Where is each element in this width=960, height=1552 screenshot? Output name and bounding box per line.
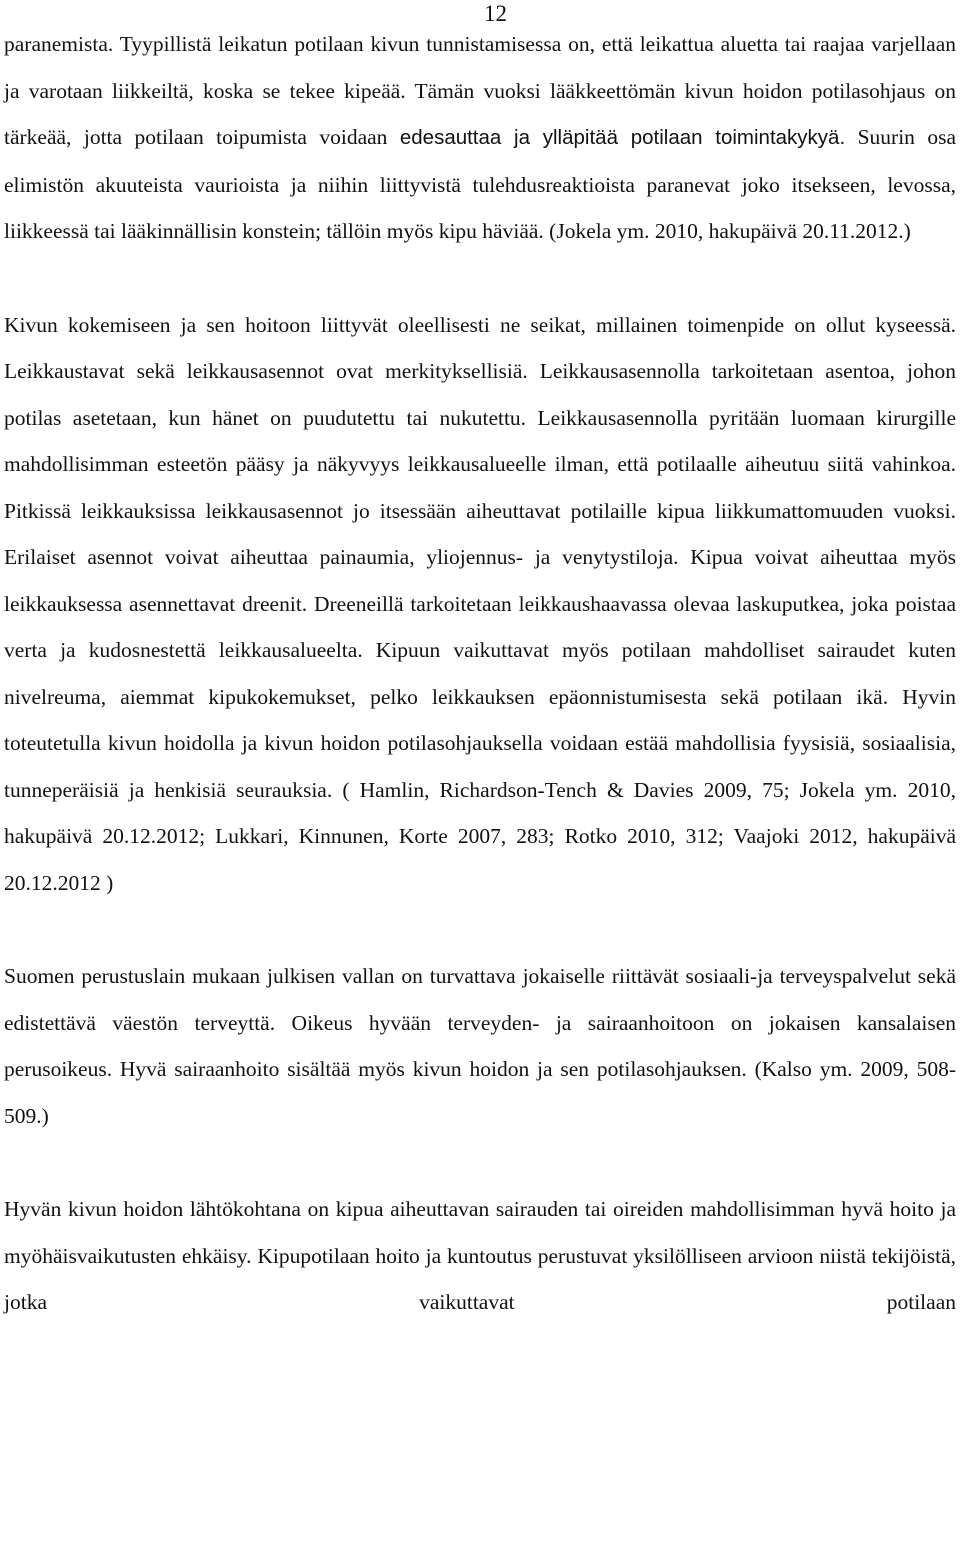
paragraph-1-text-2: edesauttaa ja ylläpitää potilaan toimintakykyä. xyxy=(399,126,846,149)
paragraph-2-text: Kivun kokemiseen ja sen hoitoon liittyvät oleellisesti ne seikat, millainen toimenpide on ollut kyseessä. Leikkaustavat sekä leikkausasennot ovat merkityksellisiä. Leikkausasennolla tarkoitetaan asentoa, johon potilas asetetaan, kun hänet on puudutettu tai nukutettu. Leikkausasennolla pyritään luomaan kirurgille mahdollisimman esteetön pääsy ja näkyvyys leikkausalueelle ilman, että potilaalle aiheutuu siitä vahinkoa. Pitkissä leikkauksissa leikkausasennot jo itsessään aiheuttavat potilaille kipua liikkumattomuuden vuoksi. Erilaiset asennot voivat aiheuttaa painaumia, yliojennus- ja venytystiloja. Kipua voivat aiheuttaa myös leikkauksessa asennettavat dreenit. Dreeneillä tarkoitetaan leikkaushaavassa olevaa laskuputkea, joka poistaa verta ja kudosnestettä leikkausalueelta. Kipuun vaikuttavat myös potilaan mahdolliset sairaudet kuten nivelreuma, aiemmat kipukokemukset, pelko leikkauksen epäonnistumisesta sekä potilaan ikä. Hyvin toteutetulla kivun hoidolla ja kivun hoidon potilasohjauksella voidaan estää mahdollisia fyysisiä, sosiaalisia, tunneperäisiä ja henkisiä seurauksia. ( Hamlin, Richardson-Tench & Davies 2009, 75; Jokela ym. 2010, hakupäivä 20.12.2012; Lukkari, Kinnunen, Korte 2007, 283; Rotko 2010, 312; Vaajoki 2012, hakupäivä 20.12.2012 ) xyxy=(4,312,956,895)
paragraph-1 xyxy=(4,21,956,255)
paragraph-2 xyxy=(4,302,956,907)
document-body xyxy=(4,21,956,1326)
paragraph-3-text: Suomen perustuslain mukaan julkisen vallan on turvattava jokaiselle riittävät sosiaali-ja terveyspalvelut sekä edistettävä väestön terveyttä. Oikeus hyvään terveyden- ja sairaanhoitoon on jokaisen kansalaisen perusoikeus. Hyvä sairaanhoito sisältää myös kivun hoidon ja sen potilasohjauksen. (Kalso ym. 2009, 508-509.) xyxy=(4,964,956,1128)
paragraph-1-text-1: paranemista. Tyypillistä leikatun potilaan kivun tunnistamisessa on, että leikattua aluetta tai raajaa varjellaan ja varotaan liikkeiltä, koska se tekee kipeää. Tämän vuoksi lääkkeettömän kivun hoidon potilasohjaus on tärkeää, jotta potilaan toipumista voidaan xyxy=(4,32,956,149)
page-number: 12 xyxy=(484,1,507,26)
paragraph-3 xyxy=(4,953,956,1139)
paragraph-4-text: Hyvän kivun hoidon lähtökohtana on kipua aiheuttavan sairauden tai oireiden mahdollisimman hyvä hoito ja myöhäisvaikutusten ehkäisy. Kipupotilaan hoito ja kuntoutus perustuvat yksilölliseen arvioon niistä tekijöistä, jotka vaikuttavat potilaan xyxy=(4,1197,956,1314)
paragraph-4 xyxy=(4,1186,956,1326)
paragraph-1-text-3: Suurin osa elimistön akuuteista vaurioista ja niihin liittyvistä tulehdusreaktioista paranevat joko itsekseen, levossa, liikkeessä tai lääkinnällisin konstein; tällöin myös kipu häviää. (Jokela ym. 2010, hakupäivä 20.11.2012.) xyxy=(4,125,957,243)
